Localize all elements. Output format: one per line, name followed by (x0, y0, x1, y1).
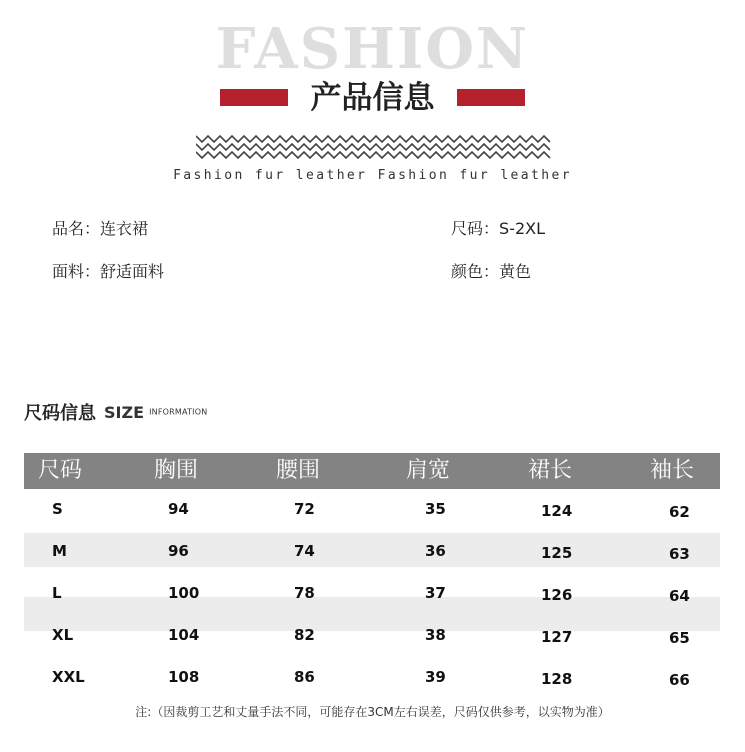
table-cell-dress-length: 126 (541, 586, 573, 604)
product-name-label: 品名 ： (52, 219, 100, 238)
header-cell-shoulder: 肩宽 (406, 458, 451, 483)
table-cell-bust: 108 (168, 668, 200, 686)
table-cell-shoulder: 35 (425, 500, 446, 518)
table-cell-dress-length: 124 (541, 502, 573, 520)
header-cell-bust: 胸围 (154, 458, 199, 483)
header-cell-dress-length: 裙长 (528, 458, 573, 483)
product-color-label: 颜色 ： (451, 262, 499, 281)
table-cell-shoulder: 38 (425, 626, 446, 644)
table-cell-shoulder: 37 (425, 584, 446, 602)
size-title-en: SIZE (104, 402, 145, 422)
table-cell-size: M (52, 542, 67, 560)
header-cell-sleeve-length: 袖长 (650, 458, 695, 483)
table-cell-size: L (52, 584, 62, 602)
size-title-cn: 尺码信息 (24, 403, 96, 424)
product-fabric (52, 261, 164, 283)
table-cell-bust: 104 (168, 626, 200, 644)
page-title: 产品信息 (310, 80, 435, 116)
product-size-value: S-2XL (499, 219, 546, 238)
product-fabric-value: 舒适面料 (100, 262, 165, 281)
table-cell-dress-length: 125 (541, 544, 573, 562)
product-size-label: 尺码 ： (451, 219, 499, 238)
measurement-note: 注:（因裁剪工艺和丈量手法不同，可能存在3CM左右误差，尺码仅供参考，以实物为准） (135, 705, 610, 719)
size-table-header (24, 453, 720, 489)
table-cell-size: XXL (52, 668, 85, 686)
table-row-stripe (24, 597, 720, 631)
table-cell-shoulder: 36 (425, 542, 446, 560)
table-cell-sleeve-length: 66 (669, 671, 690, 689)
table-cell-dress-length: 127 (541, 628, 573, 646)
table-cell-shoulder: 39 (425, 668, 446, 686)
table-cell-bust: 96 (168, 542, 189, 560)
size-section-heading (24, 399, 207, 425)
zigzag-divider (196, 133, 552, 159)
table-cell-bust: 100 (168, 584, 200, 602)
table-cell-sleeve-length: 63 (669, 545, 690, 563)
table-cell-size: S (52, 500, 63, 518)
fashion-background-word: FASHION (215, 16, 530, 82)
table-row-stripe (24, 533, 720, 567)
product-color (451, 261, 531, 283)
table-cell-sleeve-length: 62 (669, 503, 690, 521)
product-size (451, 218, 545, 240)
table-cell-waist: 74 (294, 542, 315, 560)
table-cell-dress-length: 128 (541, 670, 573, 688)
product-color-value: 黄色 (499, 262, 532, 281)
table-cell-waist: 72 (294, 500, 315, 518)
table-cell-sleeve-length: 64 (669, 587, 690, 605)
table-cell-sleeve-length: 65 (669, 629, 690, 647)
table-cell-bust: 94 (168, 500, 189, 518)
tagline: Fashion fur leather Fashion fur leather (173, 168, 572, 183)
header-cell-waist: 腰围 (276, 458, 321, 483)
product-name (52, 218, 148, 240)
size-title-en-small: INFORMATION (149, 407, 208, 417)
table-cell-waist: 78 (294, 584, 315, 602)
table-cell-size: XL (52, 626, 74, 644)
red-accent-bar-right (457, 89, 525, 106)
product-name-value: 连衣裙 (100, 219, 149, 238)
table-cell-waist: 86 (294, 668, 315, 686)
header-cell-size: 尺码 (38, 458, 83, 483)
red-accent-bar-left (220, 89, 288, 106)
table-cell-waist: 82 (294, 626, 315, 644)
product-fabric-label: 面料 ： (52, 262, 100, 281)
